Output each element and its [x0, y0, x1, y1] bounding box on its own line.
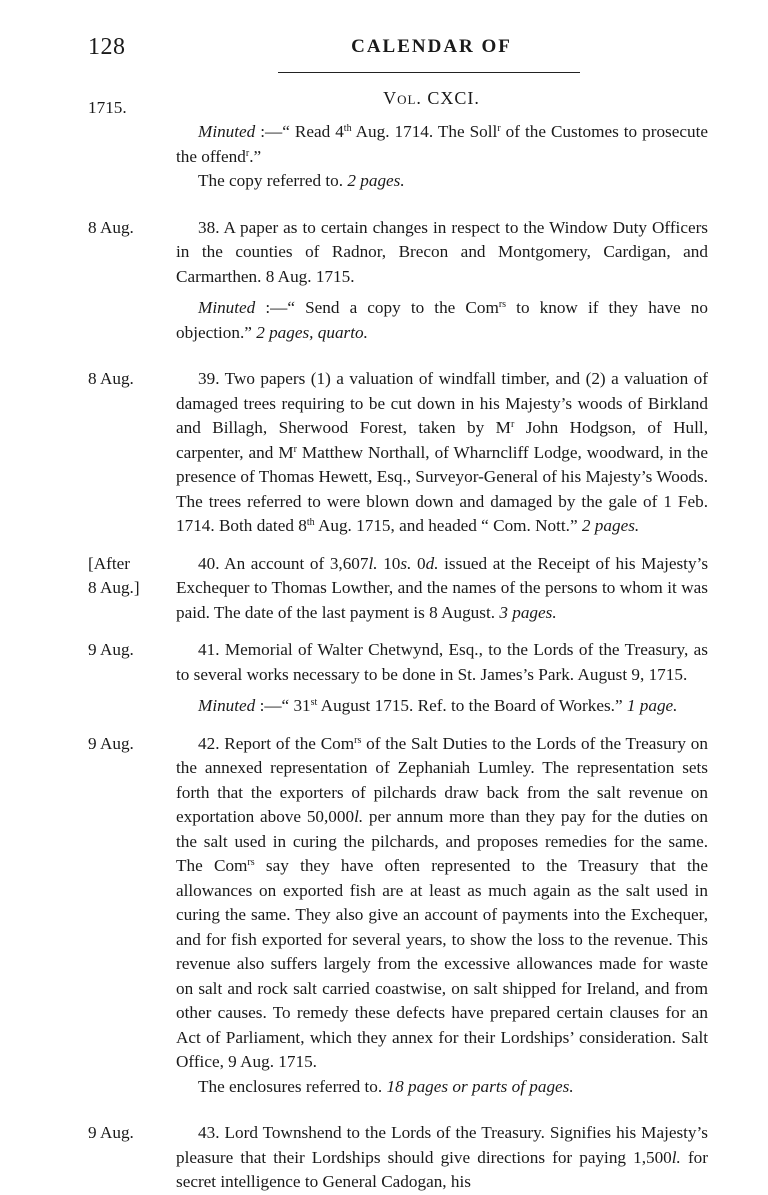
entry-42 — [80, 732, 708, 1100]
entry-date: 9 Aug. — [88, 640, 134, 659]
entry-text: 41. Memorial of Walter Chetwynd, Esq., to the Lords of the Treasury, as to several works necessary to be done in St. James’s Park. August 9, 1715. — [176, 640, 708, 684]
entry-text: 38. A paper as to certain changes in respect to the Window Duty Officers in the counties of Radnor, Brecon and Montgomery, Cardigan, and Carmarthen. 8 Aug. 1715. — [176, 217, 708, 286]
entry-continuation — [80, 96, 708, 121]
entry-41 — [80, 638, 708, 719]
minute-note: Minuted :—“ Send a copy to the Com$^{rs}$ to know if they have no objection.” 2 pages, quarto. — [176, 298, 708, 342]
page-number: 128 — [88, 34, 126, 60]
volume-number: CXCI. — [427, 88, 480, 108]
header-rule — [278, 72, 580, 73]
copy-note: The copy referred to. 2 pages. — [198, 171, 405, 190]
year-label: 1715. — [88, 98, 127, 117]
entry-date: 9 Aug. — [88, 733, 134, 753]
entry-date: [After 8 Aug.] — [88, 553, 140, 597]
running-head: CALENDAR OF — [351, 36, 512, 57]
entry-text: 43. Lord Townshend to the Lords of the Treasury. Signifies his Majesty’s pleasure that their Lordships should give directions for paying 1,500l. for secret intelligence to General Cadogan, his — [176, 1123, 708, 1191]
enclosure-note: The enclosures referred to. 18 pages or parts of pages. — [198, 1076, 574, 1096]
volume-prefix: Vol. — [383, 88, 422, 108]
entry-date: 9 Aug. — [88, 1123, 134, 1142]
entry-text: 39. Two papers (1) a valuation of windfall timber, and (2) a valuation of damaged trees requiring to be cut down in his Majesty’s woods of Birkland and Billagh, Sherwood Forest, taken by $M^r$ John Hodgson, of Hull, carpenter, and $M^r$ Matthew Northall, of Wharncliff Lodge, woodward, in the presence of Thomas Hewett, Esq., Surveyor-General of his Majesty’s Woods. The trees referred to were blown down and damaged by the gale of 1 Feb. 1714. Both dated 8th Aug. 1715, and headed “ Com. Nott.” 2 pages. — [176, 369, 708, 535]
entry-text: 40. An account of 3,607l. 10s. 0d. issued at the Receipt of his Majesty’s Exchequer to Thomas Lowther, and the names of the persons to whom it was paid. The date of the last payment is 8 August. 3 pages. — [176, 553, 709, 622]
entry-date: 8 Aug. — [88, 217, 134, 237]
entry-38 — [80, 216, 708, 346]
calendar-entries — [80, 96, 708, 1195]
entry-43 — [80, 1121, 708, 1195]
minute-note: Minuted :—“ Read 4th Aug. 1714. The Soll$^r$ of the Customes to prosecute the offend$^r$.” — [176, 122, 708, 166]
minute-note: Minuted :—“ 31st August 1715. Ref. to the Board of Workes.” 1 page. — [198, 696, 678, 715]
entry-39 — [80, 367, 708, 539]
entry-40 — [80, 552, 708, 626]
entry-date: 8 Aug. — [88, 369, 134, 388]
entry-text: 42. Report of the Com$^{rs}$ of the Salt Duties to the Lords of the Treasury on the annexed representation of Zephaniah Lumley. The representation sets forth that the exporters of pilchards draw back from the salt revenue on exportation above 50,000l. per annum more than they pay for the duties on the salt used in curing the pilchards, and proposes remedies for the same. The Com$^{rs}$ say they have often represented to the Treasury that the allowances on exported fish are at least as much again as the salt used in curing the same. They also give an account of payments into the Exchequer, and for fish exported for several years, to show the loss to the revenue. This revenue also suffers largely from the excessive allowances made for waste on salt and rock salt carried coastwise, on salt shipped for Ireland, and from other causes. To remedy these defects have prepared certain clauses for an Act of Parliament, which they annex for their Lordships’ consideration. Salt Office, 9 Aug. 1715. — [176, 733, 708, 1071]
